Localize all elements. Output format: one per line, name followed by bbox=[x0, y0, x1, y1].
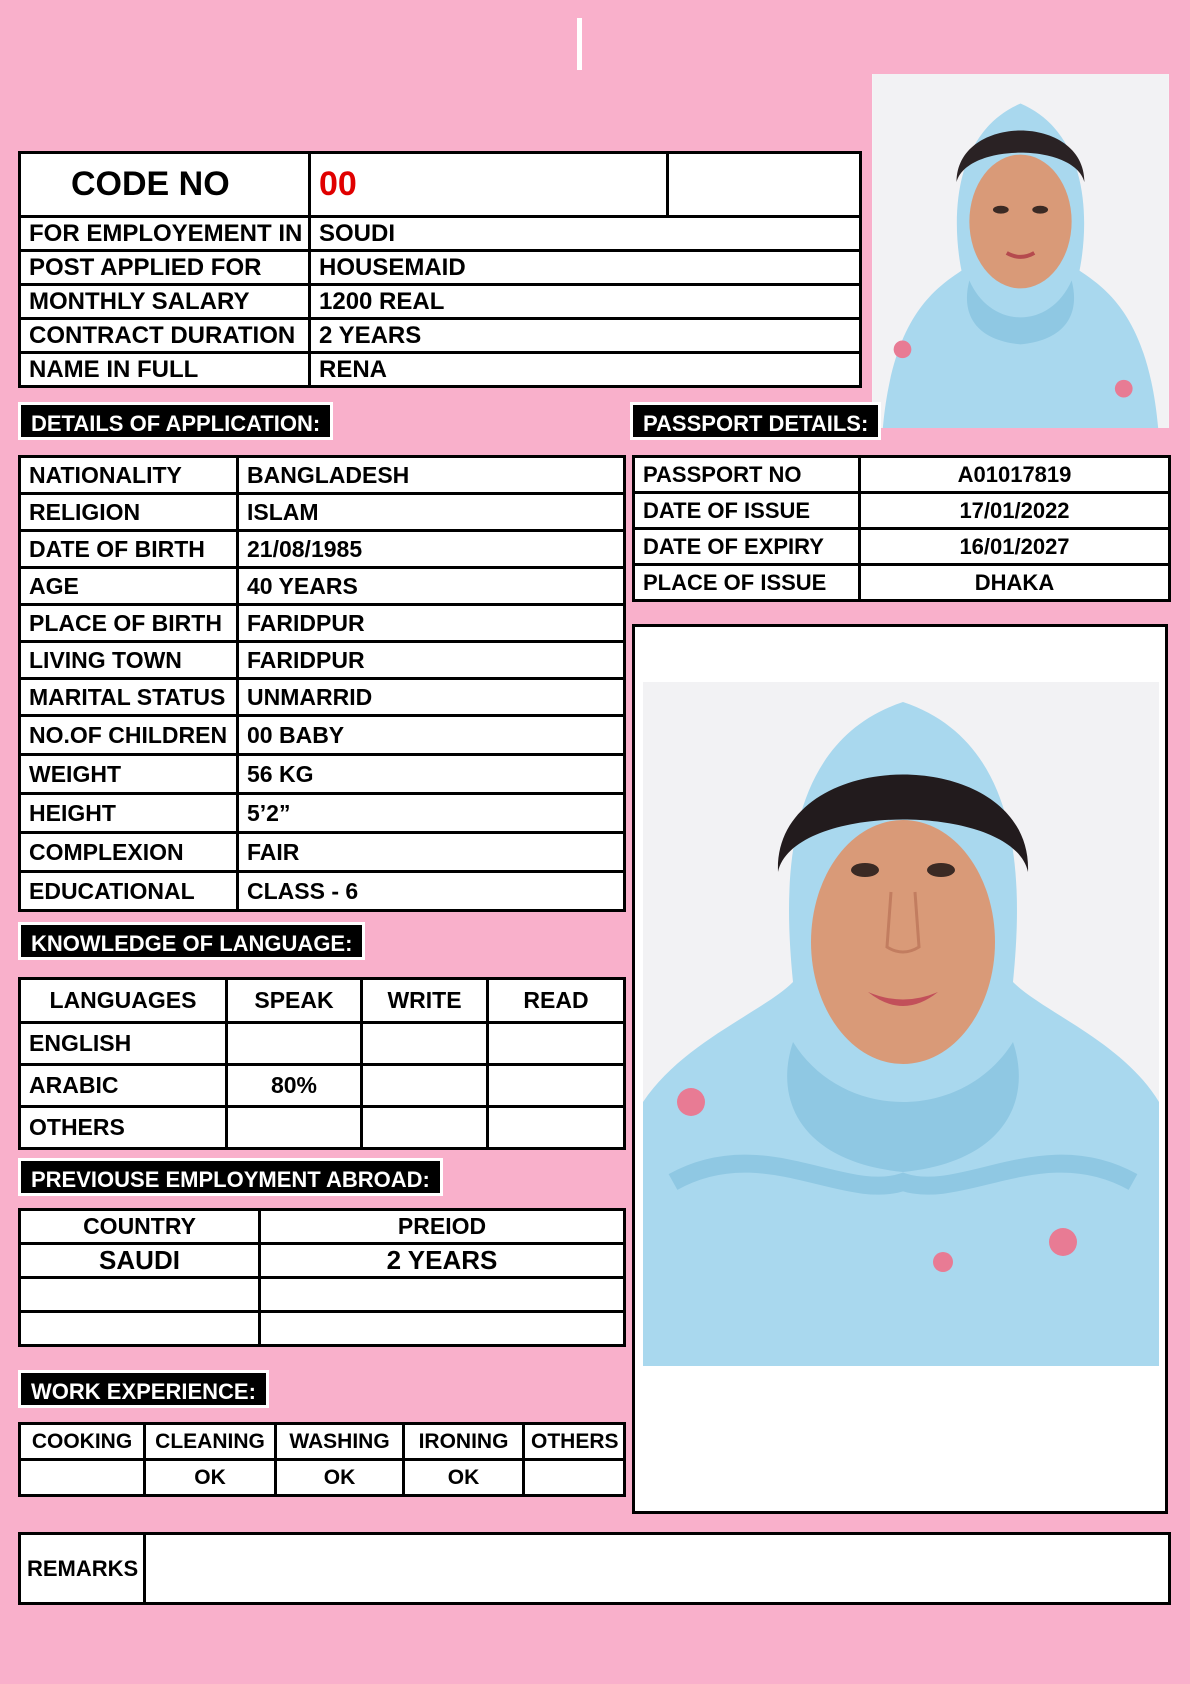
col-header-others: OTHERS bbox=[524, 1424, 625, 1460]
employment-country: SAUDI bbox=[20, 1244, 260, 1278]
table-row bbox=[20, 1244, 625, 1278]
employment-period: 2 YEARS bbox=[260, 1244, 625, 1278]
section-label-language: KNOWLEDGE OF LANGUAGE: bbox=[18, 922, 365, 960]
section-label-work: WORK EXPERIENCE: bbox=[18, 1370, 269, 1408]
col-header-washing: WASHING bbox=[276, 1424, 404, 1460]
col-header-languages: LANGUAGES bbox=[20, 979, 227, 1023]
read-level bbox=[488, 1065, 625, 1107]
speak-level bbox=[227, 1107, 362, 1149]
write-level bbox=[362, 1065, 488, 1107]
passport-details-table bbox=[632, 455, 1171, 602]
table-row bbox=[634, 529, 1170, 565]
write-level bbox=[362, 1023, 488, 1065]
table-row bbox=[20, 755, 625, 794]
header-table bbox=[18, 151, 862, 388]
others-value bbox=[524, 1460, 625, 1496]
section-label-employment: PREVIOUSE EMPLOYMENT ABROAD: bbox=[18, 1158, 443, 1196]
monthly-salary-value: 1200 REAL bbox=[310, 285, 861, 319]
place-of-issue-value: DHAKA bbox=[860, 565, 1170, 601]
table-row bbox=[20, 531, 625, 568]
table-row bbox=[20, 1460, 625, 1496]
expiry-date-value: 16/01/2027 bbox=[860, 529, 1170, 565]
table-row bbox=[20, 679, 625, 716]
employment-country bbox=[20, 1278, 260, 1312]
children-value: 00 BABY bbox=[238, 716, 625, 755]
table-row bbox=[20, 494, 625, 531]
table-row bbox=[20, 457, 625, 494]
place-of-birth-label: PLACE OF BIRTH bbox=[20, 605, 238, 642]
header-row bbox=[20, 251, 861, 285]
table-row bbox=[20, 642, 625, 679]
contract-duration-value: 2 YEARS bbox=[310, 319, 861, 353]
col-header-period: PREIOD bbox=[260, 1210, 625, 1244]
section-label-passport: PASSPORT DETAILS: bbox=[630, 402, 881, 440]
table-row bbox=[20, 568, 625, 605]
age-value: 40 YEARS bbox=[238, 568, 625, 605]
children-label: NO.OF CHILDREN bbox=[20, 716, 238, 755]
table-header-row bbox=[20, 1210, 625, 1244]
post-applied-label: POST APPLIED FOR bbox=[20, 251, 310, 285]
application-details-table bbox=[18, 455, 626, 912]
height-label: HEIGHT bbox=[20, 794, 238, 833]
table-row bbox=[20, 1312, 625, 1346]
table-row bbox=[20, 1534, 1170, 1604]
col-header-cooking: COOKING bbox=[20, 1424, 145, 1460]
age-label: AGE bbox=[20, 568, 238, 605]
employment-in-label: FOR EMPLOYEMENT IN bbox=[20, 217, 310, 251]
speak-level bbox=[227, 1023, 362, 1065]
table-row bbox=[20, 1278, 625, 1312]
table-row bbox=[20, 1065, 625, 1107]
issue-date-label: DATE OF ISSUE bbox=[634, 493, 860, 529]
applicant-photo-large bbox=[643, 682, 1159, 1366]
table-row bbox=[634, 565, 1170, 601]
education-value: CLASS - 6 bbox=[238, 872, 625, 911]
language-table bbox=[18, 977, 626, 1150]
remarks-value bbox=[145, 1534, 1170, 1604]
section-label-application: DETAILS OF APPLICATION: bbox=[18, 402, 333, 440]
language-name: ENGLISH bbox=[20, 1023, 227, 1065]
full-name-label: NAME IN FULL bbox=[20, 353, 310, 387]
table-header-row bbox=[20, 979, 625, 1023]
place-of-issue-label: PLACE OF ISSUE bbox=[634, 565, 860, 601]
post-applied-value: HOUSEMAID bbox=[310, 251, 861, 285]
weight-value: 56 KG bbox=[238, 755, 625, 794]
table-row bbox=[20, 1107, 625, 1149]
expiry-date-label: DATE OF EXPIRY bbox=[634, 529, 860, 565]
employment-period bbox=[260, 1278, 625, 1312]
dob-value: 21/08/1985 bbox=[238, 531, 625, 568]
portrait-illustration-large bbox=[643, 682, 1159, 1366]
height-value: 5’2” bbox=[238, 794, 625, 833]
religion-value: ISLAM bbox=[238, 494, 625, 531]
table-row bbox=[634, 493, 1170, 529]
nationality-value: BANGLADESH bbox=[238, 457, 625, 494]
contract-duration-label: CONTRACT DURATION bbox=[20, 319, 310, 353]
table-row bbox=[20, 794, 625, 833]
education-label: EDUCATIONAL bbox=[20, 872, 238, 911]
top-marker bbox=[577, 18, 582, 70]
employment-country bbox=[20, 1312, 260, 1346]
write-level bbox=[362, 1107, 488, 1149]
cooking-value bbox=[20, 1460, 145, 1496]
speak-level: 80% bbox=[227, 1065, 362, 1107]
religion-label: RELIGION bbox=[20, 494, 238, 531]
complexion-label: COMPLEXION bbox=[20, 833, 238, 872]
col-header-read: READ bbox=[488, 979, 625, 1023]
header-row bbox=[20, 285, 861, 319]
table-row bbox=[20, 716, 625, 755]
marital-status-label: MARITAL STATUS bbox=[20, 679, 238, 716]
issue-date-value: 17/01/2022 bbox=[860, 493, 1170, 529]
read-level bbox=[488, 1023, 625, 1065]
language-name: ARABIC bbox=[20, 1065, 227, 1107]
code-value: 00 bbox=[310, 153, 668, 217]
employment-in-value: SOUDI bbox=[310, 217, 861, 251]
applicant-photo-small bbox=[872, 74, 1169, 428]
table-header-row bbox=[20, 1424, 625, 1460]
applicant-photo-frame bbox=[632, 624, 1168, 1514]
marital-status-value: UNMARRID bbox=[238, 679, 625, 716]
living-town-value: FARIDPUR bbox=[238, 642, 625, 679]
header-row bbox=[20, 353, 861, 387]
table-row bbox=[20, 1023, 625, 1065]
col-header-speak: SPEAK bbox=[227, 979, 362, 1023]
col-header-country: COUNTRY bbox=[20, 1210, 260, 1244]
monthly-salary-label: MONTHLY SALARY bbox=[20, 285, 310, 319]
previous-employment-table bbox=[18, 1208, 626, 1347]
employment-period bbox=[260, 1312, 625, 1346]
cleaning-value: OK bbox=[145, 1460, 276, 1496]
col-header-ironing: IRONING bbox=[404, 1424, 524, 1460]
code-extra-cell bbox=[668, 153, 861, 217]
work-experience-table bbox=[18, 1422, 626, 1497]
table-row bbox=[634, 457, 1170, 493]
table-row bbox=[20, 605, 625, 642]
dob-label: DATE OF BIRTH bbox=[20, 531, 238, 568]
nationality-label: NATIONALITY bbox=[20, 457, 238, 494]
table-row bbox=[20, 833, 625, 872]
portrait-illustration-small bbox=[872, 74, 1169, 428]
code-label: CODE NO bbox=[20, 153, 310, 217]
remarks-label: REMARKS bbox=[20, 1534, 145, 1604]
place-of-birth-value: FARIDPUR bbox=[238, 605, 625, 642]
ironing-value: OK bbox=[404, 1460, 524, 1496]
weight-label: WEIGHT bbox=[20, 755, 238, 794]
col-header-cleaning: CLEANING bbox=[145, 1424, 276, 1460]
header-row bbox=[20, 217, 861, 251]
header-row bbox=[20, 319, 861, 353]
living-town-label: LIVING TOWN bbox=[20, 642, 238, 679]
language-name: OTHERS bbox=[20, 1107, 227, 1149]
remarks-table bbox=[18, 1532, 1171, 1605]
read-level bbox=[488, 1107, 625, 1149]
passport-no-value: A01017819 bbox=[860, 457, 1170, 493]
passport-no-label: PASSPORT NO bbox=[634, 457, 860, 493]
col-header-write: WRITE bbox=[362, 979, 488, 1023]
washing-value: OK bbox=[276, 1460, 404, 1496]
code-row bbox=[20, 153, 861, 217]
table-row bbox=[20, 872, 625, 911]
complexion-value: FAIR bbox=[238, 833, 625, 872]
full-name-value: RENA bbox=[310, 353, 861, 387]
